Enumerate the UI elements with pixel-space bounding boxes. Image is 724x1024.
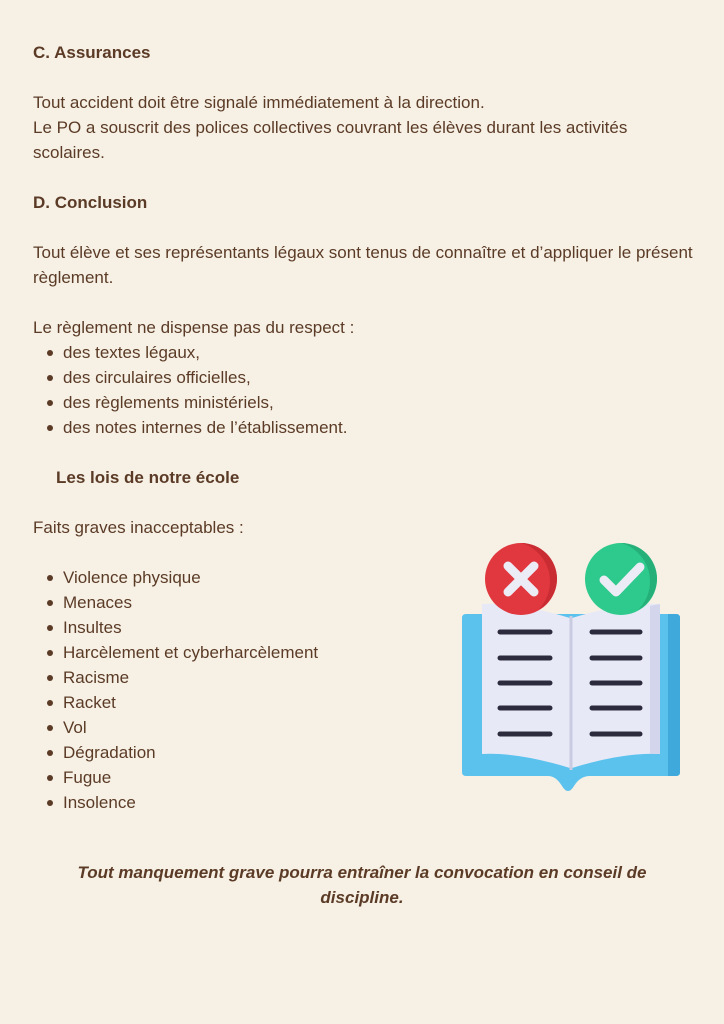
laws-intro: Faits graves inacceptables : xyxy=(33,518,244,537)
section-c-line-1: Tout accident doit être signalé immédiatement à la direction. xyxy=(33,93,485,112)
list-item: Racket xyxy=(63,690,703,715)
list-item: Menaces xyxy=(63,590,703,615)
section-d-title: D. Conclusion xyxy=(33,193,148,212)
section-d-para-1: Tout élève et ses représentants légaux sont tenus de connaître et d’appliquer le présent règlement. xyxy=(33,243,693,287)
section-d-list xyxy=(33,340,703,440)
list-item: des textes légaux, xyxy=(63,340,703,365)
list-item: Vol xyxy=(63,715,703,740)
section-c-line-2: Le PO a souscrit des polices collectives couvrant les élèves durant les activités scolaires. xyxy=(33,118,628,162)
list-item: des circulaires officielles, xyxy=(63,365,703,390)
list-item: Insolence xyxy=(63,790,703,815)
cross-icon xyxy=(485,543,557,615)
section-c-title: C. Assurances xyxy=(33,43,151,62)
list-item: Fugue xyxy=(63,765,703,790)
laws-title: Les lois de notre école xyxy=(56,468,240,487)
check-icon xyxy=(585,543,657,615)
list-item: Violence physique xyxy=(63,565,703,590)
rules-book-illustration xyxy=(458,540,684,800)
section-d-para-2: Le règlement ne dispense pas du respect : xyxy=(33,318,355,337)
list-item: Dégradation xyxy=(63,740,703,765)
list-item: Racisme xyxy=(63,665,703,690)
list-item: Harcèlement et cyberharcèlement xyxy=(63,640,703,665)
open-book-icon xyxy=(462,604,680,791)
list-item: des notes internes de l’établissement. xyxy=(63,415,703,440)
list-item: des règlements ministériels, xyxy=(63,390,703,415)
closing-statement: Tout manquement grave pourra entraîner la convocation en conseil de discipline. xyxy=(77,863,647,907)
list-item: Insultes xyxy=(63,615,703,640)
